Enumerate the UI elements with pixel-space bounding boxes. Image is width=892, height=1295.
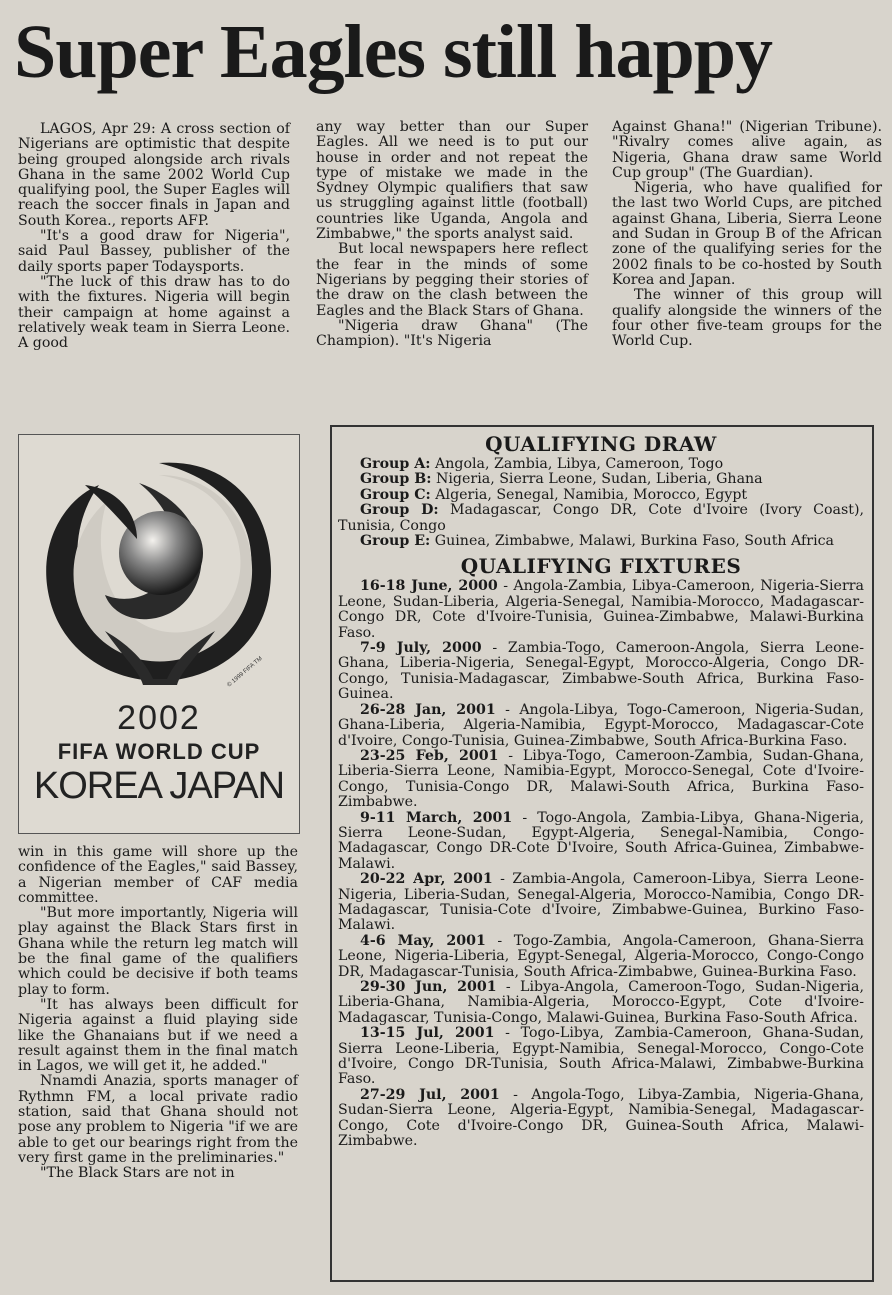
fixture-matches: Zambia-Angola, Cameroon-Libya, Sierra Leone-Nigeria, Liberia-Sudan, Senegal-Algeria, Morocco-Namibia, Congo DR-Madagascar, Tunisia-Cote d'Ivoire, Zimbabwe-Guinea, Burkino Faso-Malawi. xyxy=(338,871,864,934)
fixture-date: 13-15 Jul, 2001 xyxy=(360,1025,495,1042)
group-label: Group B: xyxy=(360,471,432,488)
group-entry xyxy=(338,457,864,472)
fixture-round: 20-22 Apr, 2001 - Zambia-Angola, Cameroon-Libya, Sierra Leone-Nigeria, Liberia-Sudan, Senegal-Algeria, Morocco-Namibia, Congo DR-Madagascar, Tunisia-Cote d'Ivoire, Zimbabwe-Guinea, Burkino Faso-Malawi. xyxy=(338,871,864,934)
article-column-3 xyxy=(612,120,882,349)
group-teams: Angola, Zambia, Libya, Cameroon, Togo xyxy=(435,456,724,472)
article-paragraph: Nnamdi Anazia, sports manager of Rythmn FM, a local private radio station, said that Ghana should not pose any problem to Nigeria "if we are able to get our bearings right from the very first game in the preliminaries." xyxy=(18,1073,298,1166)
article-paragraph: "It's a good draw for Nigeria", said Paul Bassey, publisher of the daily sports paper Todaysports. xyxy=(18,228,290,275)
fixtures-title: QUALIFYING FIXTURES xyxy=(460,554,742,579)
fixture-round: 27-29 Jul, 2001 - Angola-Togo, Libya-Zambia, Nigeria-Ghana, Sudan-Sierra Leone, Algeria-Egypt, Namibia-Senegal, Madagascar-Congo, Cote d'Ivoire-Congo DR, Guinea-South Africa, Malawi-Zimbabwe. xyxy=(338,1086,864,1150)
group-teams: Algeria, Senegal, Namibia, Morocco, Egypt xyxy=(435,486,748,503)
logo-year: 2002 xyxy=(117,699,201,737)
group-label: Group C: xyxy=(360,486,431,503)
group-entry xyxy=(338,472,864,487)
fixture-date: 7-9 July, 2000 xyxy=(360,640,482,657)
fixture-matches: Togo-Zambia, Angola-Cameroon, Ghana-Sierra Leone, Nigeria-Liberia, Egypt-Senegal, Algeria-Morocco, Congo-Congo DR, Madagascar-Tunisia, South Africa-Zimbabwe, Guinea-Burkina Faso. xyxy=(338,932,864,980)
fixture-date: 9-11 March, 2001 xyxy=(360,809,513,826)
article-paragraph: The winner of this group will qualify alongside the winners of the four other five-team groups for the World Cup. xyxy=(612,287,882,350)
fixture-round: 7-9 July, 2000 - Zambia-Togo, Cameroon-Angola, Sierra Leone-Ghana, Liberia-Nigeria, Senegal-Egypt, Morocco-Algeria, Congo DR-Congo, Tunisia-Madagascar, Zimbabwe-South Africa, Burkina Faso-Guinea. xyxy=(338,640,864,703)
fixture-round: 29-30 Jun, 2001 - Libya-Angola, Cameroon-Togo, Sudan-Nigeria, Liberia-Ghana, Namibia-Algeria, Morocco-Egypt, Cote d'Ivoire-Madagascar, Tunisia-Congo, Malawi-Guinea, Burkina Faso-South Africa. xyxy=(338,979,864,1026)
fixture-matches: Angola-Togo, Libya-Zambia, Nigeria-Ghana, Sudan-Sierra Leone, Algeria-Egypt, Namibia-Senegal, Madagascar-Congo, Cote d'Ivoire-Congo DR, Guinea-South Africa, Malawi-Zimbabwe. xyxy=(338,1086,864,1150)
fixture-round: 23-25 Feb, 2001 - Libya-Togo, Cameroon-Zambia, Sudan-Ghana, Liberia-Sierra Leone, Namibia-Egypt, Morocco-Senegal, Cote d'Ivoire-Congo, Tunisia-Congo DR, Malawi-South Africa, Burkina Faso-Zimbabwe. xyxy=(338,747,864,811)
fixture-matches: Angola-Libya, Togo-Cameroon, Nigeria-Sudan, Ghana-Liberia, Algeria-Namibia, Egypt-Morocco, Madagascar-Cote d'Ivoire, Congo-Tunisia, Guinea-Zimbabwe, South Africa-Burkina Faso. xyxy=(338,701,864,749)
group-label: Group E: xyxy=(360,533,431,550)
headline: Super Eagles still happy xyxy=(14,10,773,94)
article-paragraph: win in this game will shore up the confidence of the Eagles," said Bassey, a Nigerian member of CAF media committee. xyxy=(18,844,298,906)
logo-event-name: FIFA WORLD CUP xyxy=(57,739,261,764)
group-entry xyxy=(338,488,864,503)
fixture-matches: Libya-Angola, Cameroon-Togo, Sudan-Nigeria, Liberia-Ghana, Namibia-Algeria, Morocco-Egypt, Cote d'Ivoire-Madagascar, Tunisia-Congo, Malawi-Guinea, Burkina Faso-South Africa. xyxy=(338,979,864,1026)
fixture-round: 16-18 June, 2000 - Angola-Zambia, Libya-Cameroon, Nigeria-Sierra Leone, Sudan-Liberia, Algeria-Senegal, Namibia-Morocco, Madagascar-Congo DR, Cote d'Ivoire-Tunisia, Guinea-Zimbabwe, Malawi-Burkina Faso. xyxy=(338,578,864,641)
fixture-date: 23-25 Feb, 2001 xyxy=(360,747,499,764)
article-paragraph: Against Ghana!" (Nigerian Tribune). "Rivalry comes alive again, as Nigeria, Ghana draw same World Cup group" (The Guardian). xyxy=(612,119,882,181)
logo-hosts: KOREA JAPAN xyxy=(33,765,285,807)
fixture-date: 4-6 May, 2001 xyxy=(360,932,486,949)
article-paragraph: But local newspapers here reflect the fear in the minds of some Nigerians by pegging their stories of the draw on the clash between the Eagles and the Black Stars of Ghana. xyxy=(316,241,588,319)
fixture-matches: Togo-Libya, Zambia-Cameroon, Ghana-Sudan, Sierra Leone-Liberia, Egypt-Namibia, Senegal-Morocco, Congo-Cote d'Ivoire, Congo DR-Tunisia, South Africa-Malawi, Zimbabwe-Burkina Faso. xyxy=(338,1025,864,1088)
article-paragraph: "It has always been difficult for Nigeria against a fluid playing side like the Ghanaians but if we need a result against them in the final match in Lagos, we will get it, he added." xyxy=(18,996,298,1075)
group-label: Group D: xyxy=(360,502,439,519)
fixture-matches: Angola-Zambia, Libya-Cameroon, Nigeria-Sierra Leone, Sudan-Liberia, Algeria-Senegal, Namibia-Morocco, Madagascar-Congo DR, Cote d'Ivoire-Tunisia, Guinea-Zimbabwe, Malawi-Burkina Faso. xyxy=(338,578,864,641)
group-teams: Guinea, Zimbabwe, Malawi, Burkina Faso, South Africa xyxy=(434,533,835,550)
copyright-text: © 1999 FIFA TM xyxy=(226,655,264,689)
fixture-round: 13-15 Jul, 2001 - Togo-Libya, Zambia-Cameroon, Ghana-Sudan, Sierra Leone-Liberia, Egypt-Namibia, Senegal-Morocco, Congo-Cote d'Ivoire, Congo DR-Tunisia, South Africa-Malawi, Zimbabwe-Burkina Faso. xyxy=(338,1025,864,1088)
group-teams: Madagascar, Congo DR, Cote d'Ivoire (Ivory Coast), Tunisia, Congo xyxy=(338,502,864,534)
article-paragraph: LAGOS, Apr 29: A cross section of Nigerians are optimistic that despite being grouped alongside arch rivals Ghana in the same 2002 World Cup qualifying pool, the Super Eagles will reach the soccer finals in Japan and South Korea., reports AFP. xyxy=(18,121,290,229)
article-paragraph: any way better than our Super Eagles. All we need is to put our house in order and not repeat the type of mistake we made in the Sydney Olympic qualifiers that saw us struggling against little (football) countries like Uganda, Angola and Zimbabwe," the sports analyst said. xyxy=(316,119,588,243)
draw-title: QUALIFYING DRAW xyxy=(485,432,717,456)
article-paragraph: "Nigeria draw Ghana" (The Champion). "It's Nigeria xyxy=(316,317,588,350)
fixture-date: 27-29 Jul, 2001 xyxy=(360,1086,500,1103)
fixture-date: 16-18 June, 2000 xyxy=(360,578,498,595)
article-paragraph: Nigeria, who have qualified for the last two World Cups, are pitched against Ghana, Liberia, Sierra Leone and Sudan in Group B of the African zone of the qualifying series for the 2002 finals to be co-hosted by South Korea and Japan. xyxy=(612,180,882,288)
article-column-1-continued xyxy=(18,845,298,1182)
fixture-date: 20-22 Apr, 2001 xyxy=(360,871,493,888)
article-paragraph: "The Black Stars are not in xyxy=(40,1165,235,1182)
fixture-round: 9-11 March, 2001 - Togo-Angola, Zambia-Libya, Ghana-Nigeria, Sierra Leone-Sudan, Egypt-Algeria, Senegal-Namibia, Congo-Madagascar, Congo DR-Cote D'Ivoire, South Africa-Guinea, Zimbabwe-Malawi. xyxy=(338,809,864,872)
fixture-date: 26-28 Jan, 2001 xyxy=(360,701,496,718)
article-column-2 xyxy=(316,120,588,349)
fixture-matches: Zambia-Togo, Cameroon-Angola, Sierra Leone-Ghana, Liberia-Nigeria, Senegal-Egypt, Morocco-Algeria, Congo DR-Congo, Tunisia-Madagascar, Zimbabwe-South Africa, Burkina Faso-Guinea. xyxy=(338,640,864,703)
qualifying-draw-box xyxy=(330,425,874,1282)
article-paragraph: "The luck of this draw has to do with the fixtures. Nigeria will begin their campaign at home against a relatively weak team in Sierra Leone. A good xyxy=(18,273,290,352)
fixture-matches: Togo-Angola, Zambia-Libya, Ghana-Nigeria, Sierra Leone-Sudan, Egypt-Algeria, Senegal-Namibia, Congo-Madagascar, Congo DR-Cote D'Ivoire, South Africa-Guinea, Zimbabwe-Malawi. xyxy=(338,809,864,872)
article-paragraph: "But more importantly, Nigeria will play against the Black Stars first in Ghana while the return leg match will be the final game of the qualifiers which could be decisive if both teams play to form. xyxy=(18,905,298,998)
group-entry xyxy=(338,534,864,549)
group-label: Group A: xyxy=(360,456,431,472)
fixture-round: 26-28 Jan, 2001 - Angola-Libya, Togo-Cameroon, Nigeria-Sudan, Ghana-Liberia, Algeria-Namibia, Egypt-Morocco, Madagascar-Cote d'Ivoire, Congo-Tunisia, Guinea-Zimbabwe, South Africa-Burkina Faso. xyxy=(338,701,864,749)
fixture-round: 4-6 May, 2001 - Togo-Zambia, Angola-Cameroon, Ghana-Sierra Leone, Nigeria-Liberia, Egypt-Senegal, Algeria-Morocco, Congo-Congo DR, Madagascar-Tunisia, South Africa-Zimbabwe, Guinea-Burkina Faso. xyxy=(338,932,864,980)
world-cup-logo-image xyxy=(18,434,300,834)
fixture-matches: Libya-Togo, Cameroon-Zambia, Sudan-Ghana, Liberia-Sierra Leone, Namibia-Egypt, Morocco-Senegal, Cote d'Ivoire-Congo, Tunisia-Congo DR, Malawi-South Africa, Burkina Faso-Zimbabwe. xyxy=(338,747,864,811)
fixture-date: 29-30 Jun, 2001 xyxy=(360,979,497,995)
group-teams: Nigeria, Sierra Leone, Sudan, Liberia, Ghana xyxy=(435,471,763,488)
article-column-1 xyxy=(18,122,290,351)
group-entry xyxy=(338,503,864,534)
